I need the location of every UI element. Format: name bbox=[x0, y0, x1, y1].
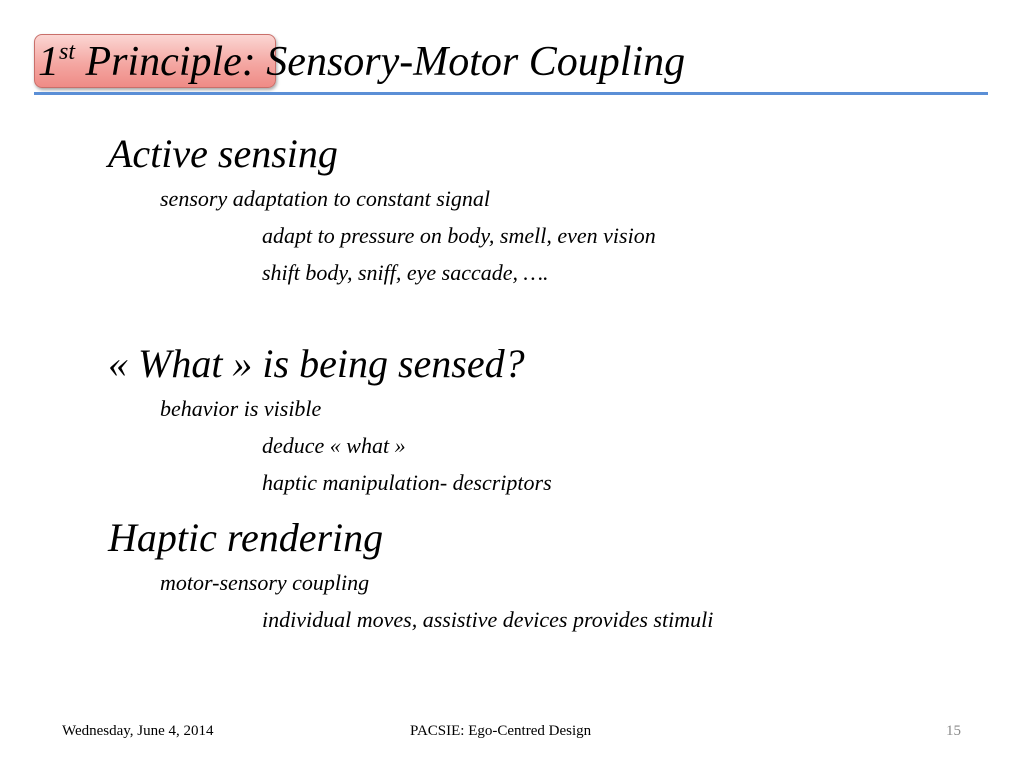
section-subpoint: behavior is visible bbox=[160, 396, 322, 421]
section-item: shift body, sniff, eye saccade, …. bbox=[262, 260, 549, 285]
title-text bbox=[38, 36, 685, 88]
title-underline bbox=[34, 92, 988, 95]
title-rest: Sensory-Motor Coupling bbox=[255, 39, 686, 85]
section-item: deduce « what » bbox=[262, 433, 406, 458]
section-subpoint: sensory adaptation to constant signal bbox=[160, 186, 490, 211]
title-principle: Principle: bbox=[75, 39, 256, 85]
slide-number: 15 bbox=[946, 723, 961, 739]
section-item: adapt to pressure on body, smell, even vision bbox=[262, 223, 656, 248]
footer-presentation-title: PACSIE: Ego-Centred Design bbox=[410, 723, 592, 739]
title-superscript: st bbox=[59, 39, 76, 65]
section-heading: « What » is being sensed? bbox=[108, 341, 525, 386]
section-item: individual moves, assistive devices provides stimuli bbox=[262, 607, 714, 632]
footer-date: Wednesday, June 4, 2014 bbox=[62, 723, 214, 739]
section-heading: Active sensing bbox=[108, 131, 338, 176]
section-subpoint: motor-sensory coupling bbox=[160, 570, 370, 595]
title-number: 1 bbox=[38, 39, 59, 85]
section-heading: Haptic rendering bbox=[108, 515, 384, 560]
section-item: haptic manipulation- descriptors bbox=[262, 470, 552, 495]
